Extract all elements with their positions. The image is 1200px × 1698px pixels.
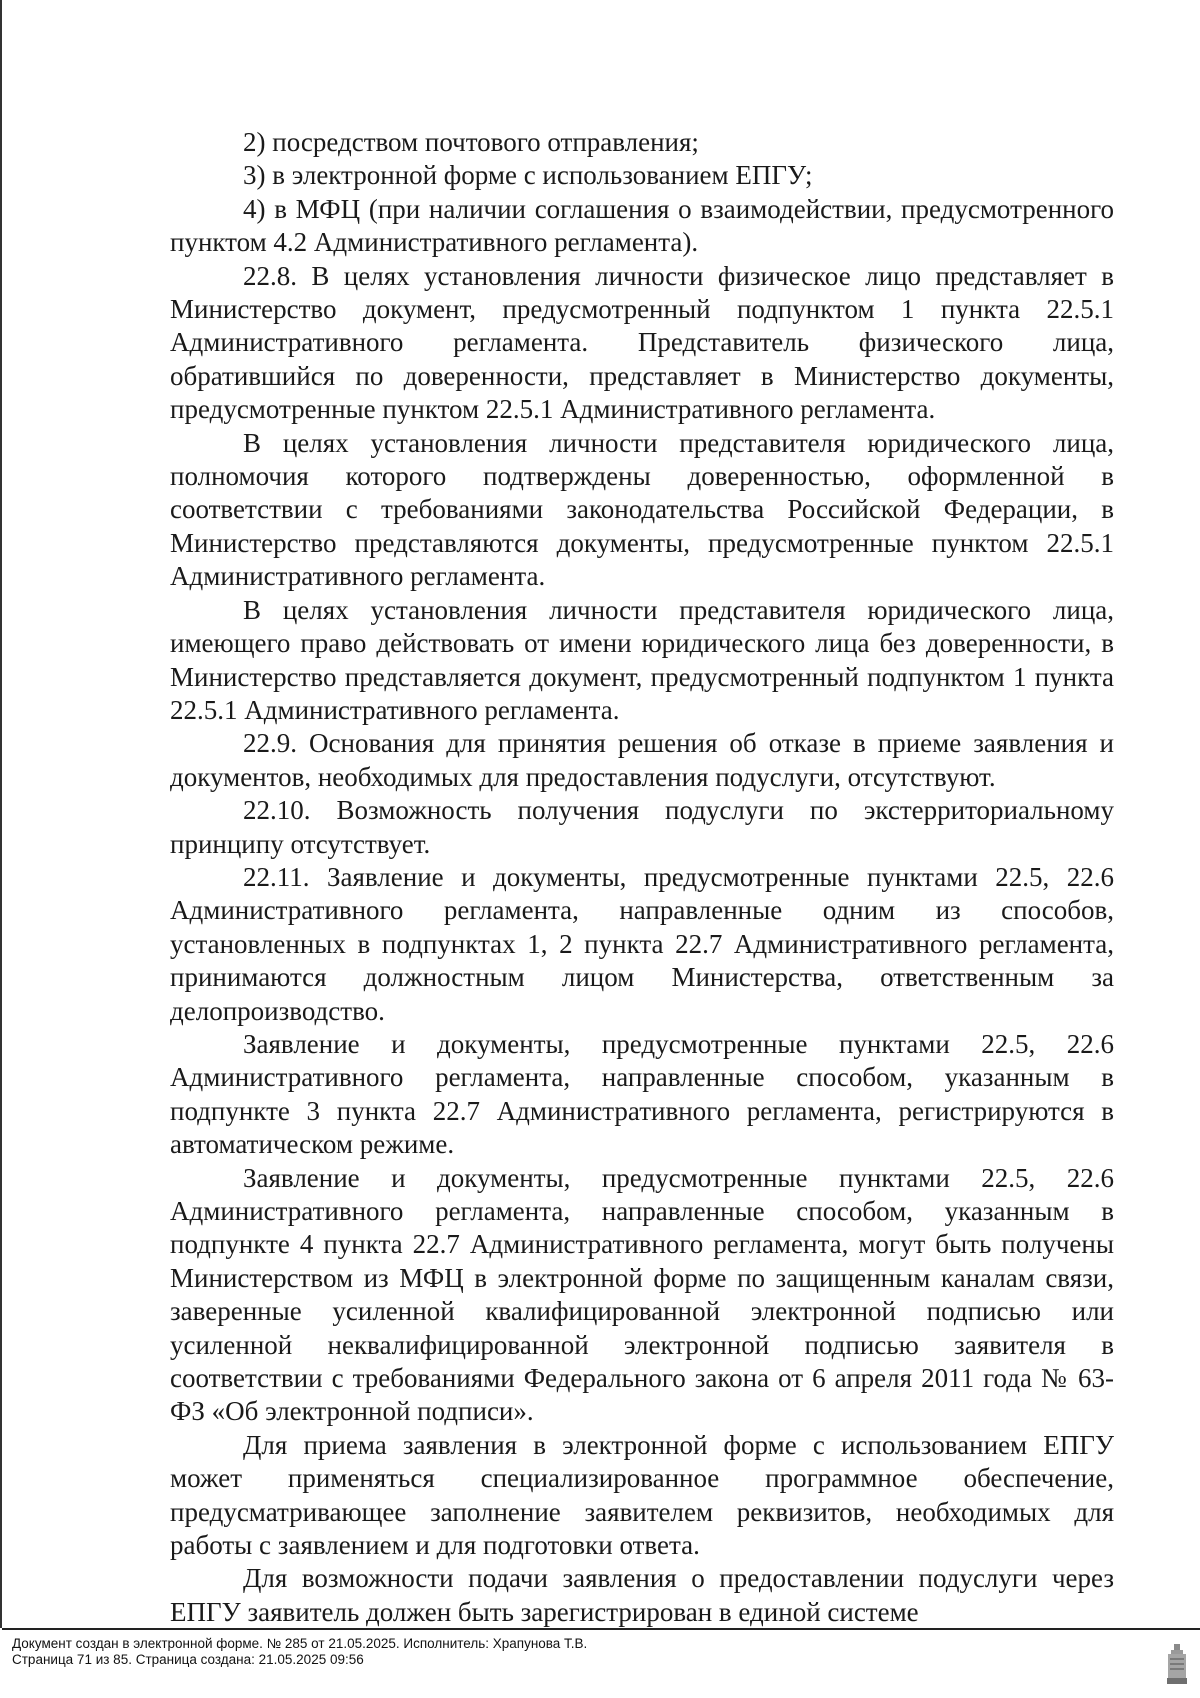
document-footer (12, 1636, 1112, 1668)
paragraph-mfc-electronic: Заявление и документы, предусмотренные пунктами 22.5, 22.6 Административного регламента, направленные способом, указанным в подпункте 4 пункта 22.7 Административного регламента, могут быть получены Министерством из МФЦ в электронной форме по защищенным каналам связи, заверенные усиленной квалифицированной электронной подписью или усиленной неквалифицированной электронной подписью заявителя в соответствии с требованиями Федерального закона от 6 апреля 2011 года № 63-ФЗ «Об электронной подписи». (170, 1162, 1114, 1427)
paragraph-auto-registration: Заявление и документы, предусмотренные пунктами 22.5, 22.6 Административного регламента, направленные способом, указанным в подпункте 3 пункта 22.7 Административного регламента, регистрируются в автоматическом режиме. (170, 1028, 1114, 1160)
document-body (170, 126, 1114, 1629)
paragraph-item-4: 4) в МФЦ (при наличии соглашения о взаимодействии, предусмотренного пунктом 4.2 Административного регламента). (170, 193, 1114, 258)
paragraph-22-8: 22.8. В целях установления личности физическое лицо представляет в Министерство документ, предусмотренный подпунктом 1 пункта 22.5.1 Административного регламента. Представитель физического лица, обратившийся по доверенности, представляет в Министерство документы, предусмотренные пунктом 22.5.1 Административного регламента. (170, 260, 1114, 425)
paragraph-epgu-registration: Для возможности подачи заявления о предоставлении подуслуги через ЕПГУ заявитель должен быть зарегистрирован в единой системе (170, 1563, 1114, 1627)
paragraph-item-3: 3) в электронной форме с использованием ЕПГУ; (243, 160, 813, 191)
paragraph-epgu-software: Для приема заявления в электронной форме с использованием ЕПГУ может применяться специализированное программное обеспечение, предусматривающее заполнение заявителем реквизитов, необходимых для работы с заявлением и для подготовки ответа. (170, 1429, 1114, 1561)
footer-divider (2, 1628, 1200, 1630)
document-stamp-icon (1167, 1644, 1187, 1688)
paragraph-22-9: 22.9. Основания для принятия решения об отказе в приеме заявления и документов, необходимых для предоставления подуслуги, отсутствуют. (170, 728, 1114, 792)
paragraph-22-10: 22.10. Возможность получения подуслуги по экстерриториальному принципу отсутствует. (170, 795, 1114, 859)
footer-page-info: Страница 71 из 85. Страница создана: 21.05.2025 09:56 (12, 1652, 364, 1667)
footer-document-info: Документ создан в электронной форме. № 285 от 21.05.2025. Исполнитель: Храпунова Т.В. (12, 1636, 588, 1651)
page-left-border (0, 0, 2, 1628)
paragraph-legal-rep-proxy: В целях установления личности представителя юридического лица, полномочия которого подтверждены доверенностью, оформленной в соответствии с требованиями законодательства Российской Федерации, в Министерство представляются документы, предусмотренные пунктом 22.5.1 Административного регламента. (170, 427, 1114, 592)
paragraph-22-11: 22.11. Заявление и документы, предусмотренные пунктами 22.5, 22.6 Административного регламента, направленные одним из способов, установленных в подпунктах 1, 2 пункта 22.7 Административного регламента, принимаются должностным лицом Министерства, ответственным за делопроизводство. (170, 861, 1114, 1026)
paragraph-legal-rep-no-proxy: В целях установления личности представителя юридического лица, имеющего право действовать от имени юридического лица без доверенности, в Министерство представляется документ, предусмотренный подпунктом 1 пункта 22.5.1 Административного регламента. (170, 594, 1114, 725)
paragraph-item-2: 2) посредством почтового отправления; (243, 127, 699, 157)
